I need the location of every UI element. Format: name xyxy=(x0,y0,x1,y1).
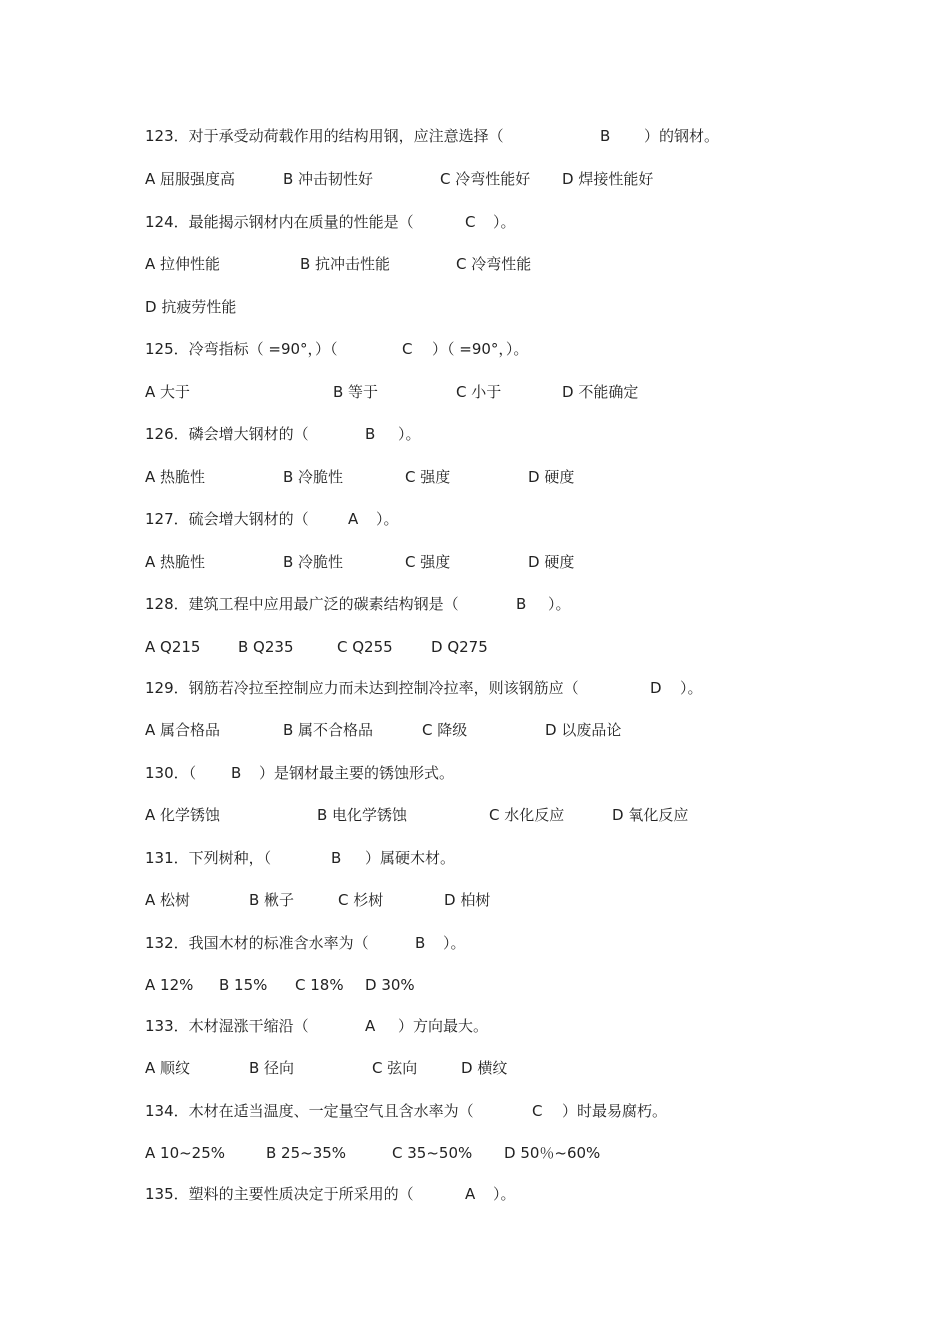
text-segment: B 属不合格品 xyxy=(283,721,374,739)
text-segment: C 水化反应 xyxy=(489,806,565,824)
text-segment: B 电化学锈蚀 xyxy=(317,806,408,824)
text-segment: B xyxy=(331,849,342,867)
text-segment: B 15% xyxy=(219,976,268,994)
text-segment: B xyxy=(365,425,376,443)
text-segment: C 强度 xyxy=(405,468,451,486)
text-segment: D xyxy=(650,679,662,697)
text-segment: D Q275 xyxy=(431,638,488,656)
text-segment: B 楸子 xyxy=(249,891,295,909)
text-segment: ）方向最大。 xyxy=(398,1017,489,1035)
text-segment: A 拉伸性能 xyxy=(145,255,221,273)
text-segment: C Q255 xyxy=(337,638,393,656)
text-segment: D 抗疲劳性能 xyxy=(145,298,237,316)
text-segment: ）的钢材。 xyxy=(644,127,720,145)
text-segment: D 焊接性能好 xyxy=(562,170,654,188)
text-segment: A 属合格品 xyxy=(145,721,221,739)
text-segment: A 热脆性 xyxy=(145,553,206,571)
text-segment: ）时最易腐朽。 xyxy=(562,1102,668,1120)
text-segment: D 柏树 xyxy=(444,891,491,909)
text-segment: C xyxy=(465,213,476,231)
text-segment: C 降级 xyxy=(422,721,468,739)
text-segment: C 35~50% xyxy=(392,1144,473,1162)
text-segment: D 以废品论 xyxy=(545,721,622,739)
text-segment: D 30% xyxy=(365,976,415,994)
text-segment: ）。 xyxy=(398,425,421,443)
text-segment: 135．塑料的主要性质决定于所采用的（ xyxy=(145,1185,414,1203)
text-segment: A 化学锈蚀 xyxy=(145,806,221,824)
text-segment: C 冷弯性能 xyxy=(456,255,532,273)
text-segment: 134．木材在适当温度、一定量空气且含水率为（ xyxy=(145,1102,474,1120)
text-segment: D 不能确定 xyxy=(562,383,639,401)
text-segment: A xyxy=(465,1185,476,1203)
text-segment: 130．（ xyxy=(145,764,197,782)
text-segment: C 强度 xyxy=(405,553,451,571)
text-segment: 124．最能揭示钢材内在质量的性能是（ xyxy=(145,213,414,231)
text-segment: 131．下列树种，（ xyxy=(145,849,272,867)
text-segment: D 硬度 xyxy=(528,553,575,571)
text-segment: C 小于 xyxy=(456,383,502,401)
text-segment: B 25~35% xyxy=(266,1144,347,1162)
text-segment: A 大于 xyxy=(145,383,191,401)
text-segment: ）。 xyxy=(493,1185,516,1203)
text-segment: 123．对于承受动荷载作用的结构用钢，应注意选择（ xyxy=(145,127,504,145)
text-segment: 129．钢筋若冷拉至控制应力而未达到控制冷拉率，则该钢筋应（ xyxy=(145,679,579,697)
text-segment: 125．冷弯指标（ =90°，）（ xyxy=(145,340,338,358)
text-segment: C 18% xyxy=(295,976,344,994)
text-segment: 127．硫会增大钢材的（ xyxy=(145,510,309,528)
text-segment: 132．我国木材的标准含水率为（ xyxy=(145,934,369,952)
text-segment: B Q235 xyxy=(238,638,294,656)
text-segment: A 10~25% xyxy=(145,1144,226,1162)
text-segment: ）。 xyxy=(680,679,703,697)
text-segment: A 松树 xyxy=(145,891,191,909)
text-segment: ）。 xyxy=(376,510,399,528)
text-segment: ）。 xyxy=(443,934,466,952)
text-segment: A 顺纹 xyxy=(145,1059,191,1077)
text-segment: D 氧化反应 xyxy=(612,806,689,824)
text-segment: D 50％~60% xyxy=(504,1144,601,1162)
text-segment: B 径向 xyxy=(249,1059,295,1077)
text-segment: ）是钢材最主要的锈蚀形式。 xyxy=(259,764,455,782)
text-segment: B xyxy=(516,595,527,613)
text-segment: A 12% xyxy=(145,976,194,994)
text-segment: 128．建筑工程中应用最广泛的碳素结构钢是（ xyxy=(145,595,459,613)
text-segment: ）属硬木材。 xyxy=(365,849,456,867)
text-segment: C 弦向 xyxy=(372,1059,418,1077)
text-segment: B xyxy=(231,764,242,782)
text-segment: A xyxy=(348,510,359,528)
text-segment: 126．磷会增大钢材的（ xyxy=(145,425,309,443)
text-segment: A xyxy=(365,1017,376,1035)
text-segment: B 冲击韧性好 xyxy=(283,170,374,188)
text-segment: ）。 xyxy=(493,213,516,231)
text-segment: B xyxy=(600,127,611,145)
text-segment: D 硬度 xyxy=(528,468,575,486)
text-segment: D 横纹 xyxy=(461,1059,508,1077)
text-segment: B 抗冲击性能 xyxy=(300,255,391,273)
text-segment: C 杉树 xyxy=(338,891,384,909)
text-segment: B xyxy=(415,934,426,952)
text-segment: 133．木材湿涨干缩沿（ xyxy=(145,1017,309,1035)
text-segment: A 屈服强度高 xyxy=(145,170,236,188)
text-segment: B 冷脆性 xyxy=(283,468,344,486)
text-segment: B 等于 xyxy=(333,383,379,401)
text-segment: ）。 xyxy=(548,595,571,613)
text-segment: B 冷脆性 xyxy=(283,553,344,571)
text-segment: ）（ =90°，）。 xyxy=(432,340,529,358)
text-segment: A 热脆性 xyxy=(145,468,206,486)
text-segment: A Q215 xyxy=(145,638,201,656)
text-segment: C 冷弯性能好 xyxy=(440,170,531,188)
text-segment: C xyxy=(402,340,413,358)
text-segment: C xyxy=(532,1102,543,1120)
